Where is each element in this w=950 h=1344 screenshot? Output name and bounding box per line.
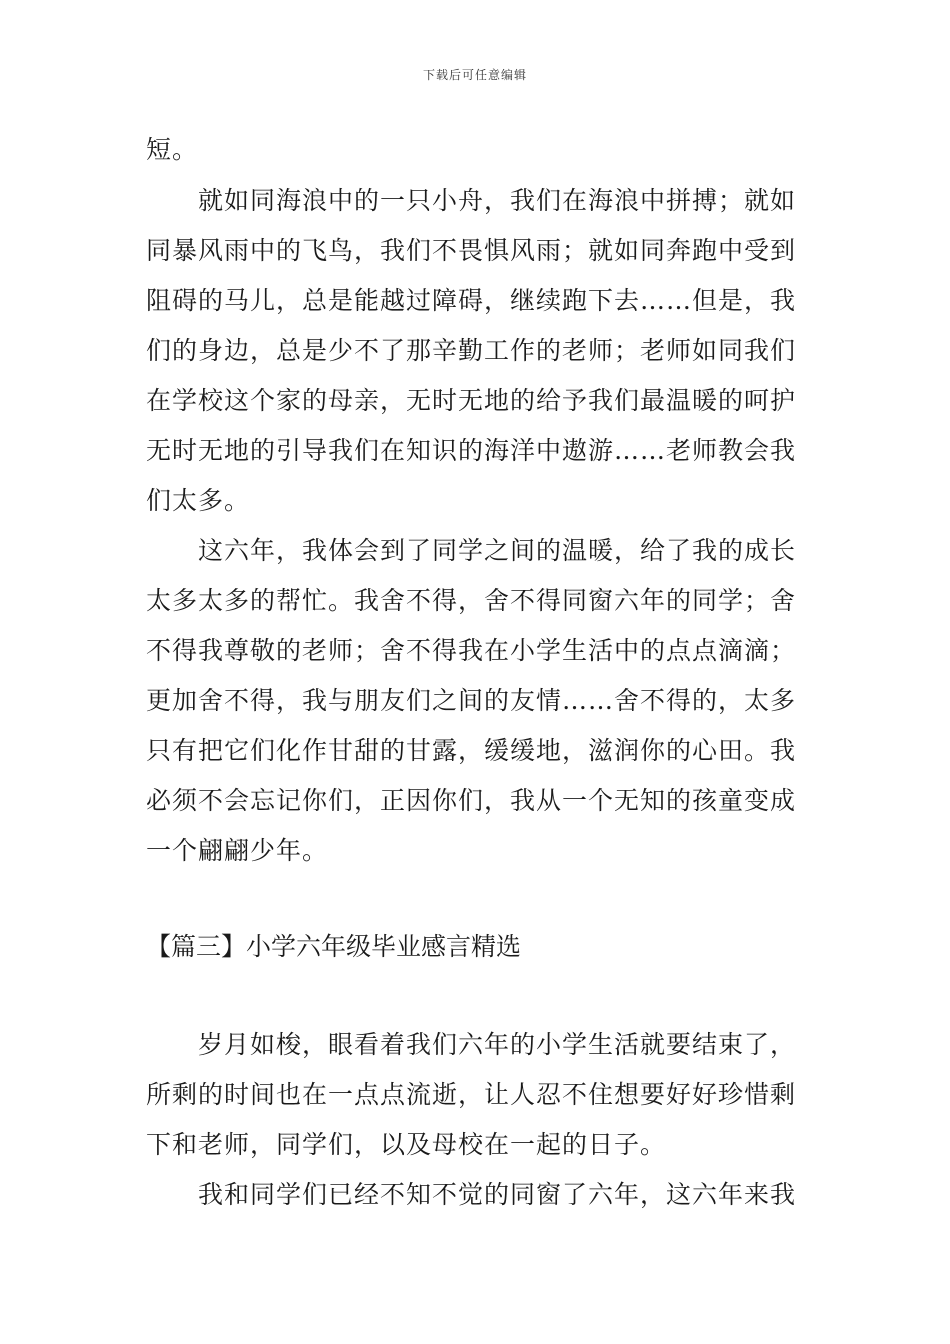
paragraph-line: 阻碍的马儿，总是能越过障碍，继续跑下去……但是，我 [146,286,797,315]
paragraph-line: 岁月如梭，眼看着我们六年的小学生活就要结束了， [198,1030,797,1059]
section-heading: 【篇三】小学六年级毕业感言精选 [146,932,522,961]
paragraph-line: 无时无地的引导我们在知识的海洋中遨游……老师教会我 [146,436,797,465]
paragraph-line: 同暴风雨中的飞鸟，我们不畏惧风雨；就如同奔跑中受到 [146,236,797,265]
paragraph-line: 下和老师，同学们，以及母校在一起的日子。 [146,1130,667,1159]
paragraph-line: 必须不会忘记你们，正因你们，我从一个无知的孩童变成 [146,786,797,815]
paragraph-line: 这六年，我体会到了同学之间的温暖，给了我的成长 [198,536,797,565]
paragraph-line: 在学校这个家的母亲，无时无地的给予我们最温暖的呵护 [146,386,797,415]
paragraph-line: 短。 [146,135,199,164]
paragraph-line: 所剩的时间也在一点点流逝，让人忍不住想要好好珍惜剩 [146,1080,797,1109]
paragraph-line: 不得我尊敬的老师；舍不得我在小学生活中的点点滴滴； [146,636,797,665]
paragraph-line: 更加舍不得，我与朋友们之间的友情……舍不得的，太多 [146,686,797,715]
paragraph-line: 就如同海浪中的一只小舟，我们在海浪中拼搏；就如 [198,186,797,215]
paragraph-line: 们太多。 [146,486,251,515]
header-note: 下载后可任意编辑 [422,68,527,82]
paragraph-line: 一个翩翩少年。 [146,836,329,865]
paragraph-line: 我和同学们已经不知不觉的同窗了六年，这六年来我 [198,1180,797,1209]
paragraph-line: 太多太多的帮忙。我舍不得，舍不得同窗六年的同学；舍 [146,586,797,615]
paragraph-line: 们的身边，总是少不了那辛勤工作的老师；老师如同我们 [146,336,797,365]
paragraph-line: 只有把它们化作甘甜的甘露，缓缓地，滋润你的心田。我 [146,736,797,765]
